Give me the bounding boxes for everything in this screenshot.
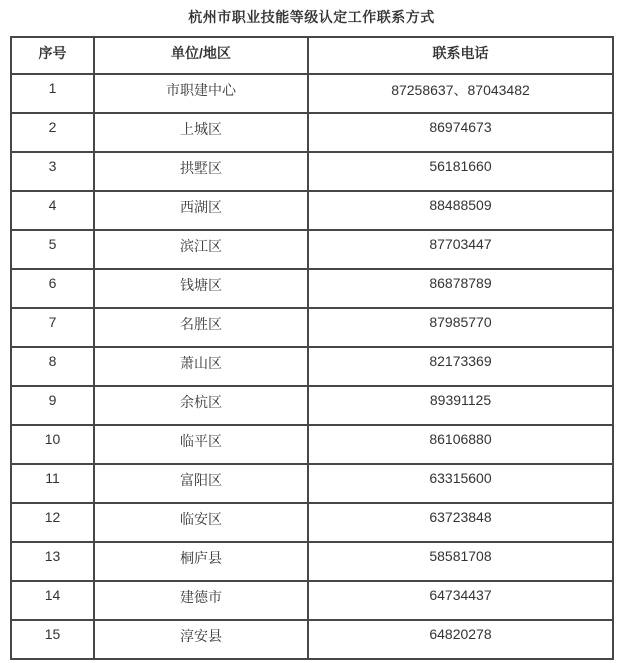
unit-cell: 桐庐县: [94, 542, 308, 581]
unit-cell: 滨江区: [94, 230, 308, 269]
phone-cell: 86878789: [308, 269, 613, 308]
phone-cell: 87985770: [308, 308, 613, 347]
table-row: [11, 152, 613, 191]
unit-cell: 临平区: [94, 425, 308, 464]
table-row: [11, 269, 613, 308]
phone-cell: 86974673: [308, 113, 613, 152]
phone-cell: 89391125: [308, 386, 613, 425]
unit-cell: 建德市: [94, 581, 308, 620]
phone-cell: 64734437: [308, 581, 613, 620]
table-row: [11, 230, 613, 269]
row-number-cell: 13: [11, 542, 94, 581]
phone-cell: 63723848: [308, 503, 613, 542]
table-row: [11, 581, 613, 620]
row-number-cell: 4: [11, 191, 94, 230]
column-header-unit: 单位/地区: [94, 37, 308, 74]
page-title: 杭州市职业技能等级认定工作联系方式: [188, 9, 435, 25]
table-row: [11, 542, 613, 581]
table-header-row: [11, 37, 613, 74]
phone-cell: 56181660: [308, 152, 613, 191]
row-number-cell: 14: [11, 581, 94, 620]
unit-cell: 西湖区: [94, 191, 308, 230]
unit-cell: 临安区: [94, 503, 308, 542]
table-row: [11, 347, 613, 386]
row-number-cell: 2: [11, 113, 94, 152]
phone-cell: 58581708: [308, 542, 613, 581]
unit-cell: 钱塘区: [94, 269, 308, 308]
unit-cell: 萧山区: [94, 347, 308, 386]
phone-cell: 87703447: [308, 230, 613, 269]
unit-cell: 富阳区: [94, 464, 308, 503]
phone-cell: 64820278: [308, 620, 613, 659]
column-header-index: 序号: [11, 37, 94, 74]
table-row: [11, 386, 613, 425]
phone-cell: 63315600: [308, 464, 613, 503]
unit-cell: 市职建中心: [94, 74, 308, 113]
table-row: [11, 503, 613, 542]
row-number-cell: 11: [11, 464, 94, 503]
unit-cell: 余杭区: [94, 386, 308, 425]
row-number-cell: 6: [11, 269, 94, 308]
row-number-cell: 12: [11, 503, 94, 542]
phone-cell: 87258637、87043482: [308, 74, 613, 113]
table-row: [11, 464, 613, 503]
row-number-cell: 1: [11, 74, 94, 113]
phone-cell: 88488509: [308, 191, 613, 230]
table-row: [11, 425, 613, 464]
row-number-cell: 8: [11, 347, 94, 386]
unit-cell: 上城区: [94, 113, 308, 152]
column-header-phone: 联系电话: [308, 37, 613, 74]
table-row: [11, 191, 613, 230]
unit-cell: 淳安县: [94, 620, 308, 659]
row-number-cell: 5: [11, 230, 94, 269]
table-row: [11, 308, 613, 347]
row-number-cell: 15: [11, 620, 94, 659]
row-number-cell: 9: [11, 386, 94, 425]
table-row: [11, 74, 613, 113]
table-row: [11, 113, 613, 152]
unit-cell: 拱墅区: [94, 152, 308, 191]
row-number-cell: 3: [11, 152, 94, 191]
contact-table: [10, 36, 614, 660]
phone-cell: 86106880: [308, 425, 613, 464]
row-number-cell: 7: [11, 308, 94, 347]
phone-cell: 82173369: [308, 347, 613, 386]
row-number-cell: 10: [11, 425, 94, 464]
unit-cell: 名胜区: [94, 308, 308, 347]
table-row: [11, 620, 613, 659]
